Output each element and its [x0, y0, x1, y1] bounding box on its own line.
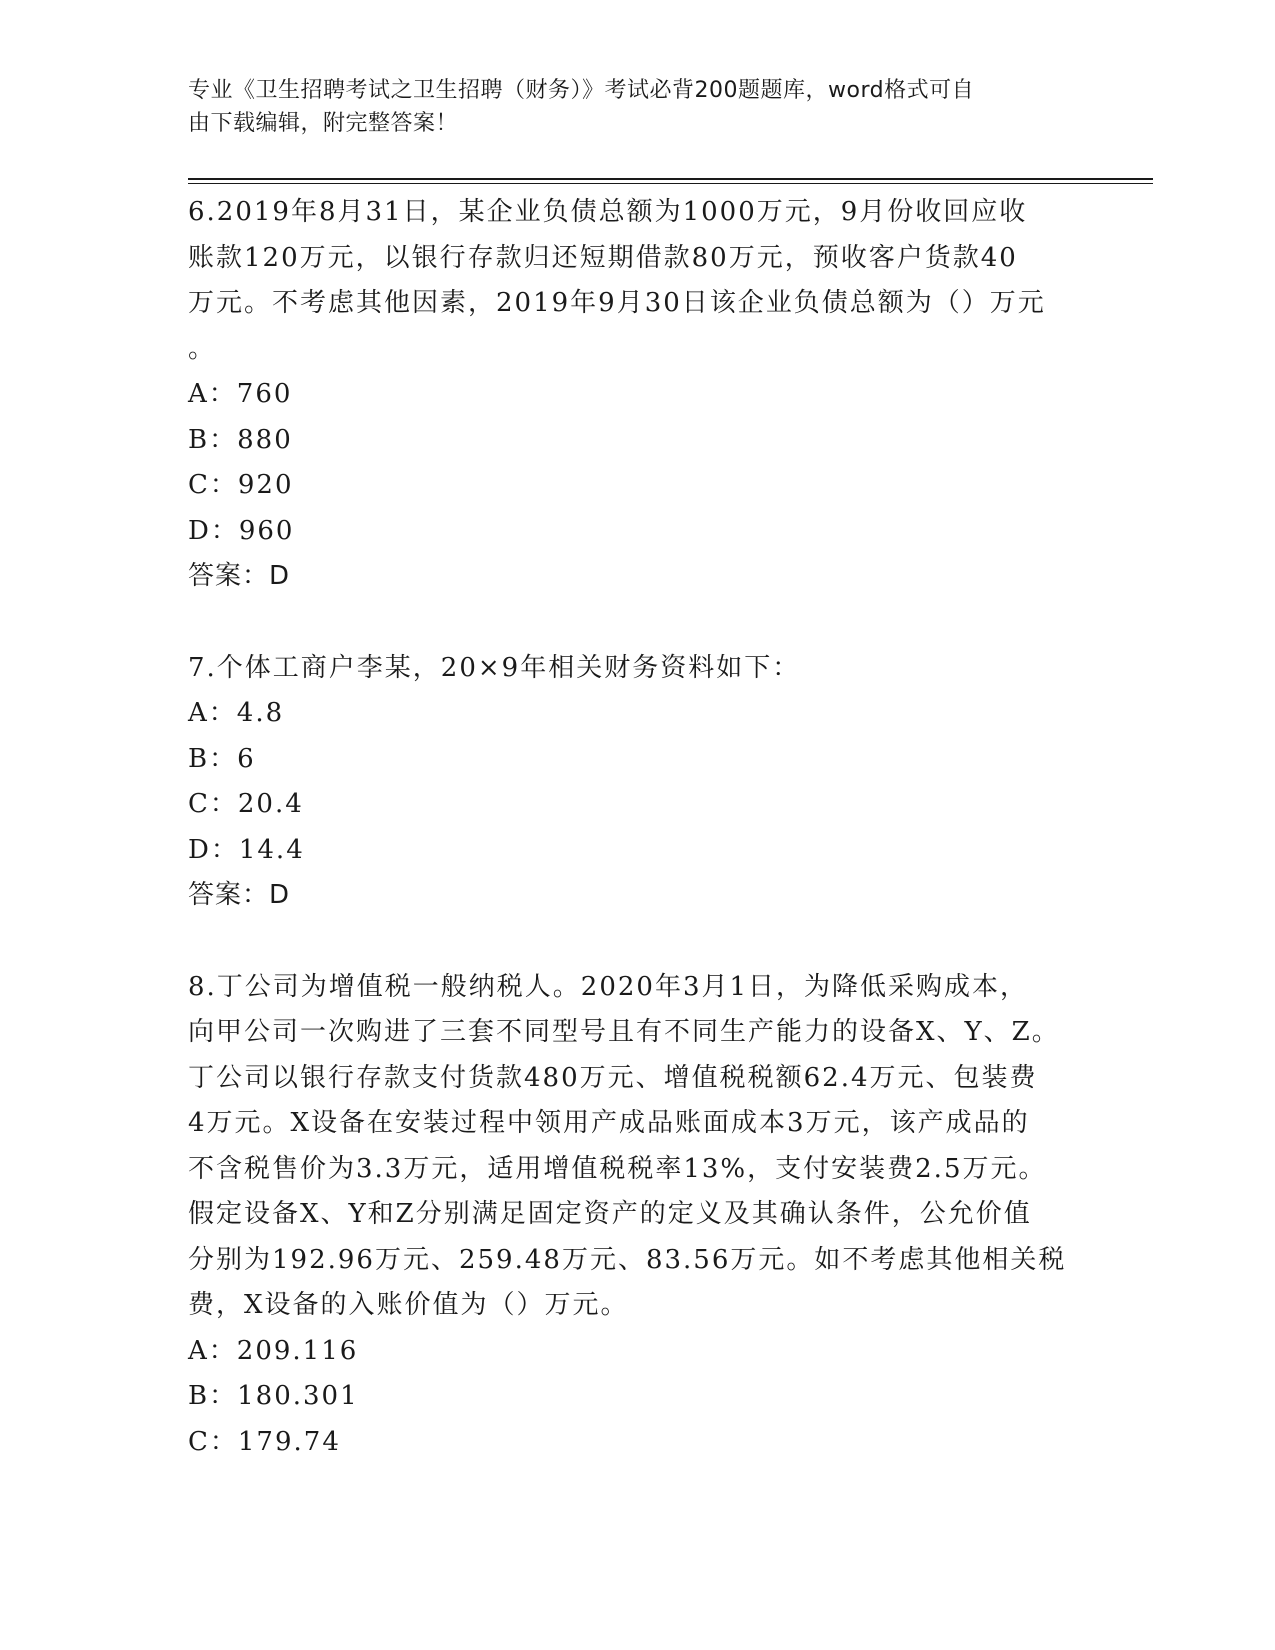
option-d: D：14.4 — [188, 834, 305, 865]
question-stem-line: 假定设备X、Y和Z分别满足固定资产的定义及其确认条件，公允价值 — [188, 1199, 1032, 1229]
answer: 答案：D — [188, 561, 291, 591]
question-stem-line: 。 — [188, 333, 217, 364]
option-c: C：920 — [188, 470, 294, 500]
option-a: A：760 — [188, 379, 293, 409]
question-stem-line: 6.2019年8月31日，某企业负债总额为1000万元，9月份收回应收 — [188, 197, 1028, 227]
header-line-2: 由下载编辑，附完整答案！ — [188, 111, 459, 136]
option-c: C：179.74 — [188, 1426, 341, 1457]
option-b: B：880 — [188, 424, 293, 455]
option-c: C：20.4 — [188, 789, 304, 819]
question-stem-line: 分别为192.96万元、259.48万元、83.56万元。如不考虑其他相关税 — [188, 1244, 1067, 1275]
header-divider-thick — [188, 178, 1153, 180]
question-stem-line: 万元。不考虑其他因素，2019年9月30日该企业负债总额为（）万元 — [188, 288, 1046, 318]
option-b: B：180.301 — [188, 1381, 359, 1411]
question-stem-line: 账款120万元，以银行存款归还短期借款80万元，预收客户货款40 — [188, 242, 1018, 273]
question-stem-line: 7.个体工商户李某，20×9年相关财务资料如下： — [188, 652, 801, 683]
option-a: A：209.116 — [188, 1335, 359, 1366]
question-6 — [188, 190, 1088, 600]
question-8 — [188, 965, 1088, 1466]
document-header — [188, 74, 1068, 140]
question-spacer — [188, 600, 1088, 646]
question-list — [188, 190, 1088, 1465]
question-stem-line: 费，X设备的入账价值为（）万元。 — [188, 1290, 629, 1320]
question-stem-line: 向甲公司一次购进了三套不同型号且有不同生产能力的设备X、Y、Z。 — [188, 1017, 1060, 1047]
option-b: B：6 — [188, 743, 256, 774]
answer: 答案：D — [188, 880, 291, 910]
question-stem-line: 不含税售价为3.3万元，适用增值税税率13%，支付安装费2.5万元。 — [188, 1153, 1047, 1184]
question-stem-line: 4万元。X设备在安装过程中领用产成品账面成本3万元，该产成品的 — [188, 1108, 1030, 1138]
header-line-1: 专业《卫生招聘考试之卫生招聘（财务）》考试必背200题题库，word格式可自 — [188, 78, 975, 103]
question-spacer — [188, 919, 1088, 965]
option-a: A：4.8 — [188, 698, 285, 728]
question-stem-line: 8.丁公司为增值税一般纳税人。2020年3月1日，为降低采购成本， — [188, 971, 1029, 1002]
question-7 — [188, 646, 1088, 919]
question-stem-line: 丁公司以银行存款支付货款480万元、增值税税额62.4万元、包装费 — [188, 1062, 1038, 1093]
option-d: D：960 — [188, 515, 295, 546]
header-divider-thin — [188, 183, 1153, 184]
